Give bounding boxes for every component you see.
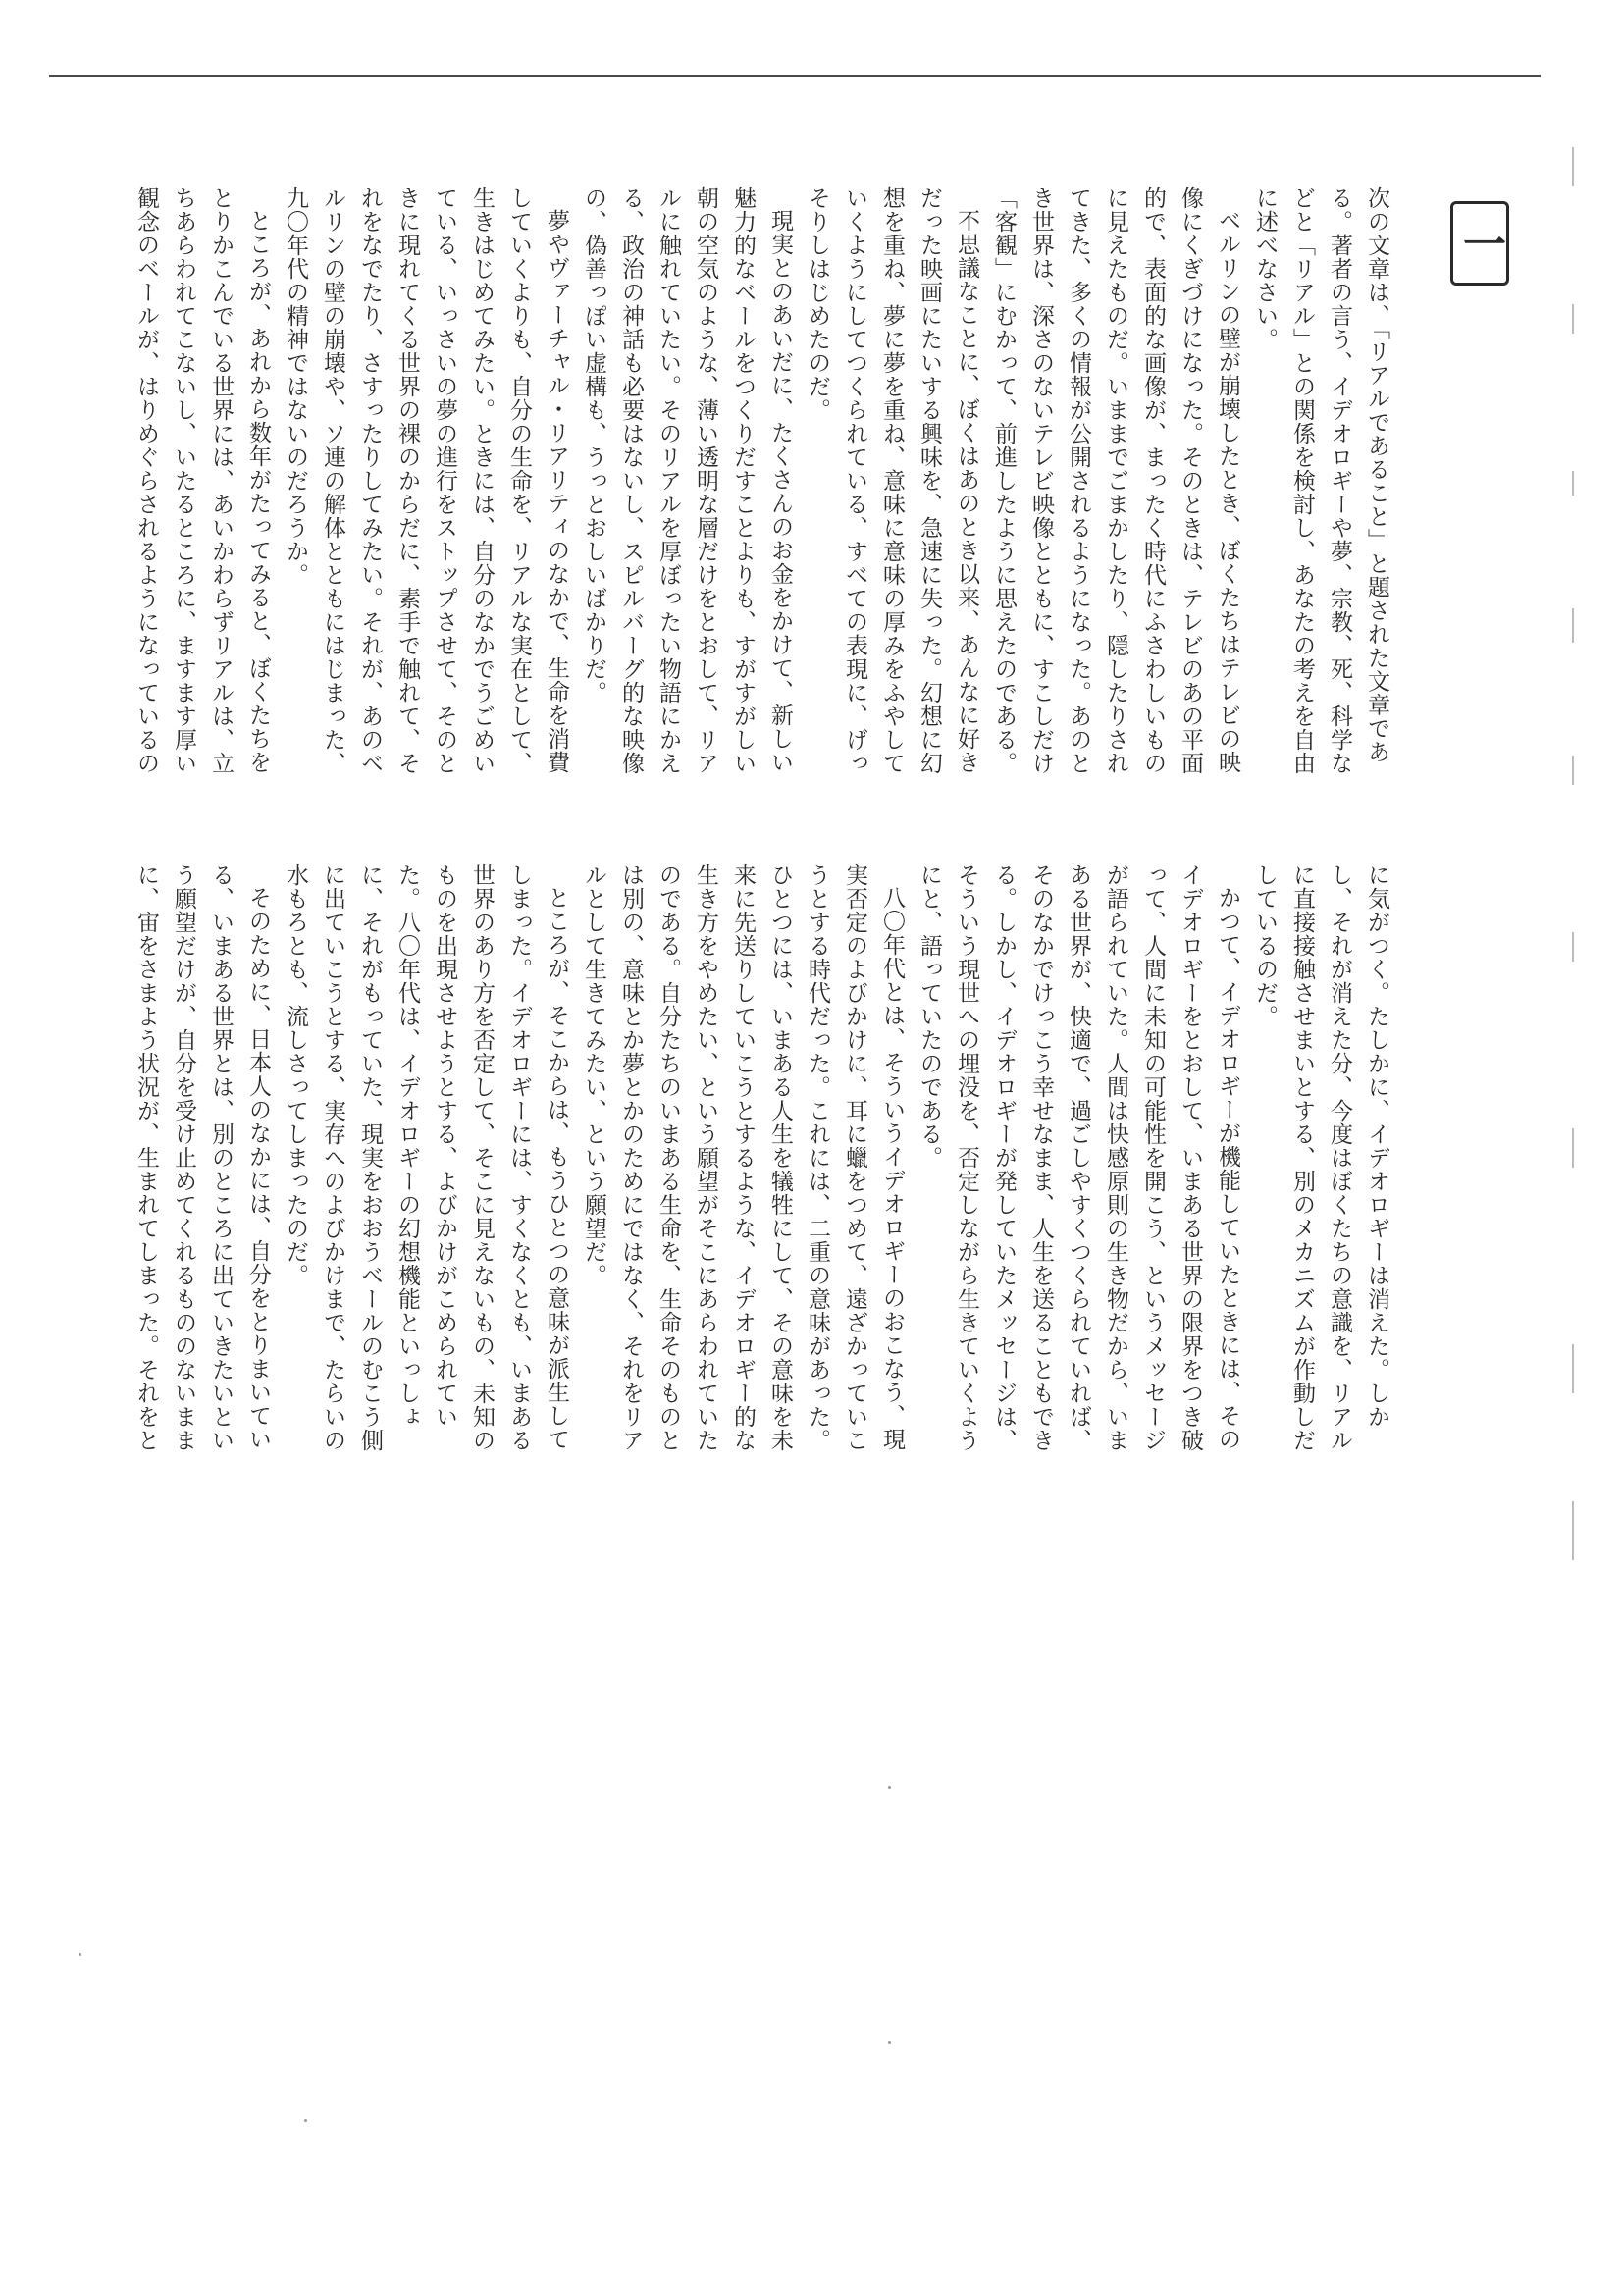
essay-paragraph: 不思議なことに、ぼくはあのとき以来、あんなに好きだった映画にたいする興味を、急速に失った。幻想に幻想を重ね、夢に夢を重ね、意味に意味の厚みをふやしていくようにしてつくられている、すべての表現に、げっそりしはじめたのだ。 — [805, 186, 979, 775]
question-prompt: 次の文章は、「リアルであること」と題された文章である。著者の言う、イデオロギーや夢、宗教、死、科学などと「リアル」との関係を検討し、あなたの考えを自由に述べなさい。 — [1252, 186, 1389, 775]
scan-margin-marks — [1568, 147, 1580, 1580]
essay-paragraph: そのために、日本人のなかには、自分をとりまいている、いまある世界とは、別のところに出ていきたいという願望だけが、自分を受け止めてくれるもののないままに、宙をさまよう状況が、生まれてしまった。それをと — [133, 863, 271, 1452]
essay-paragraph: 八〇年代とは、そういうイデオロギーのおこなう、現実否定のよびかけに、耳に蠟をつめて、遠ざかっていこうとする時代だった。これには、二重の意味があった。ひとつには、いまある人生を犠牲にして、その意味を未来に先送りしていこうとするような、イデオロギー的な生き方をやめたい、という願望がそこにあらわれていたのである。自分たちのいまある生命を、生命そのものとは別の、意味とか夢とかのためにではなく、それをリアルとして生きてみたい、という願望だ。 — [581, 863, 905, 1452]
lower-vertical-text — [128, 863, 1395, 1462]
essay-paragraph: 現実とのあいだに、たくさんのお金をかけて、新しい魅力的なベールをつくりだすことよりも、すがすがしい朝の空気のような、薄い透明な層だけをとおして、リアルに触れていたい。そのリアルを厚ぼったい物語にかえる、政治の神話も必要はないし、スピルバーグ的な映像の、偽善っぽい虚構も、うっとおしいばかりだ。 — [581, 186, 793, 775]
essay-paragraph: 夢やヴァーチャル・リアリティのなかで、生命を消費していくよりも、自分の生命を、リアルな実在として、生きはじめてみたい。ときには、自分のなかでうごめいている、いっさいの夢の進行をストップさせて、そのときに現れてくる世界の裸のからだに、素手で触れて、それをなでたり、さすったりしてみたい。それが、あのベルリンの壁の崩壊や、ソ連の解体とともにはじまった、九〇年代の精神ではないのだろうか。 — [283, 186, 569, 775]
essay-paragraph: かつて、イデオロギーが機能していたときには、そのイデオロギーをとおして、いまある世界の限界をつき破って、人間に未知の可能性を開こう、というメッセージが語られていた。人間は快感原則の生き物だから、いまある世界が、快適で、過ごしやすくつくられていれば、そのなかでけっこう幸せなまま、人生を送ることもできる。しかし、イデオロギーが発していたメッセージは、そういう現世への埋没を、否定しながら生きていくようにと、語っていたのである。 — [916, 863, 1240, 1452]
essay-continuation: に気がつく。たしかに、イデオロギーは消えた。しかし、それが消えた分、今度はぼくたちの意識を、リアルに直接接触させまいとする、別のメカニズムが作動しだしているのだ。 — [1252, 863, 1389, 1452]
upper-text-block — [128, 186, 1440, 795]
essay-paragraph: ところが、そこからは、もうひとつの意味が派生してしまった。イデオロギーには、すくなくとも、いまある世界のあり方を否定して、そこに見えないもの、未知のものを出現させようとする、よびかけがこめられていた。八〇年代は、イデオロギーの幻想機能といっしょに、それがもっていた、現実をおおうベールのむこう側に出ていこうとする、実存へのよびかけまで、たらいの水もろとも、流しさってしまったのだ。 — [283, 863, 569, 1452]
top-rule — [49, 75, 1541, 77]
lower-text-block — [128, 863, 1492, 1462]
essay-paragraph: ベルリンの壁が崩壊したとき、ぼくたちはテレビの映像にくぎづけになった。そのときは、テレビのあの平面的で、表面的な画像が、まったく時代にふさわしいものに見えたものだ。いままでごまかしたり、隠したりされてきた、多くの情報が公開されるようになった。あのとき世界は、深さのないテレビ映像とともに、すこしだけ「客観」にむかって、前進したように思えたのである。 — [991, 186, 1240, 775]
essay-paragraph: ところが、あれから数年がたってみると、ぼくたちをとりかこんでいる世界には、あいかわらずリアルは、立ちあらわれてこないし、いたるところに、ますます厚い観念のベールが、はりめぐらされるようになっているの — [133, 186, 271, 775]
upper-vertical-text — [128, 186, 1395, 795]
question-number: 一 — [1455, 222, 1505, 265]
question-number-box — [1450, 201, 1509, 286]
